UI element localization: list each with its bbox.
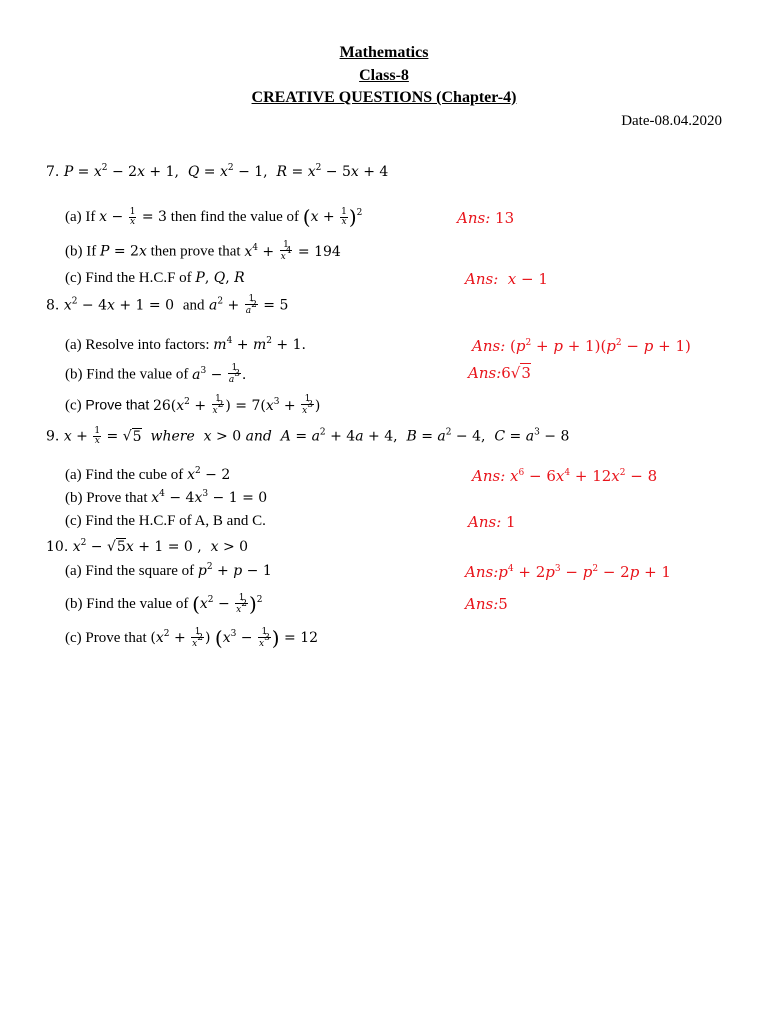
date-label: Date-08.04.2020 <box>621 113 722 129</box>
q10-part-b: (b) Find the value of ($x^2$ − $\frac{1}{x^2}$ )$^2$ <box>65 592 263 616</box>
q10-answer-a: $Ans:p^4 + 2p^3 - p^2 - 2p + 1$ <box>465 563 671 581</box>
q7-part-c: (c) Find the H.C.F of P, Q, R <box>65 270 245 286</box>
q7-answer-a: Ans: 13 <box>457 209 515 227</box>
question-number: 10. <box>46 539 69 555</box>
subject-title: Mathematics <box>339 44 429 61</box>
q9-part-c: (c) Find the H.C.F of A, B and C. <box>65 513 266 529</box>
q7-answer-c: Ans: x − 1 <box>465 270 548 288</box>
page-title: CREATIVE QUESTIONS (Chapter-4) <box>251 89 517 106</box>
q8-answer-b: Ans:6√3 <box>468 364 531 382</box>
q10-answer-b: Ans:5 <box>465 595 508 613</box>
q7-part-b: (b) If P = 2x then prove that $x^4$ + $\frac{1}{x^4}$ = 194 <box>65 240 341 262</box>
q7-part-a: (a) If x − $\frac{1}{x}$ = 3 then find the value of (x + $\frac{1}{x}$ )$^2$ <box>65 205 363 229</box>
q9-part-b: (b) Prove that $x^4 - 4x^3 - 1 = 0$ <box>65 489 268 506</box>
q8-part-c: (c) Prove that $26(x^2$ + $\frac{1}{x^2}$ ) = $7(x^3$ + $\frac{1}{x^3}$ ) <box>65 394 321 416</box>
q9-answer-c: Ans: 1 <box>468 513 516 531</box>
question-number: 7. <box>46 164 60 180</box>
question-7: 7. $P = x^2 - 2x + 1$, $Q = x^2 - 1$, $R = x^2 - 5x + 4$ <box>46 163 389 180</box>
q8-part-b: (b) Find the value of $a^3$ − $\frac{1}{a^3}$ . <box>65 363 247 385</box>
q9-part-a: (a) Find the cube of $x^2 - 2$ <box>65 466 231 483</box>
question-8: 8. $x^2 - 4x + 1 = 0$ and $a^2$ + $\frac{1}{a^2}$ = 5 <box>46 294 289 316</box>
q10-part-c: (c) Prove that ($x^2$ + $\frac{1}{x^2}$ ) ($x^3$ − $\frac{1}{x^3}$ ) = 12 <box>65 626 319 650</box>
q9-answer-a: Ans: $x^6 - 6x^4 + 12x^2 - 8$ <box>472 467 658 485</box>
question-9: 9. x + $\frac{1}{x}$ = √5 where x > 0 and $A = a^2 + 4a + 4$, $B = a^2 - 4$, $C = a^3 - 8$ <box>46 426 570 446</box>
q8-answer-a: Ans: $(p^2 + p + 1)(p^2 - p + 1)$ <box>472 337 691 355</box>
class-title: Class-8 <box>359 67 409 84</box>
q10-part-a: (a) Find the square of $p^2 + p - 1$ <box>65 562 272 579</box>
question-number: 8. <box>46 297 60 314</box>
q8-part-a: (a) Resolve into factors: $m^4 + m^2 + 1$. <box>65 336 306 353</box>
question-10: 10. $x^2 - √5x + 1 = 0$ , x > 0 <box>46 538 249 555</box>
question-number: 9. <box>46 428 60 445</box>
